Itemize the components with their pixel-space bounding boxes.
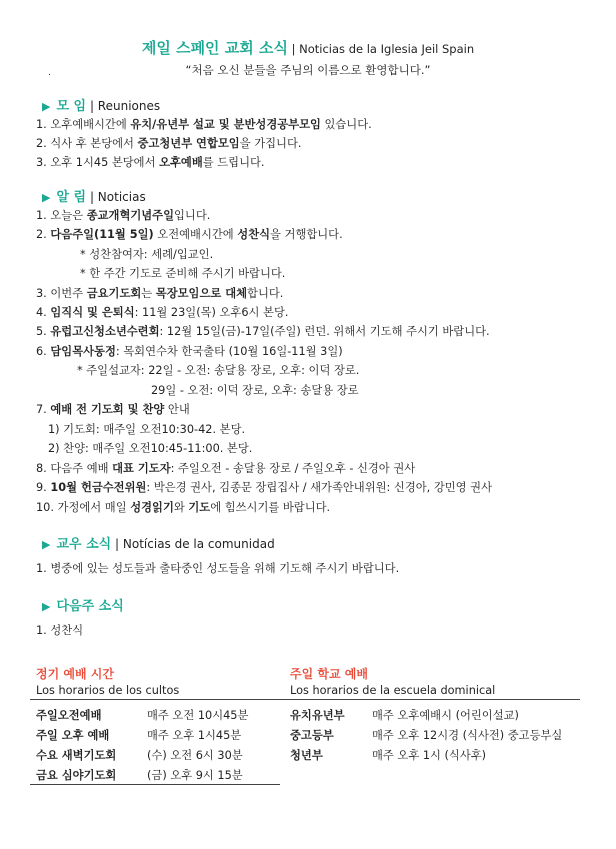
triangle-bullet-icon: ▶ xyxy=(42,191,51,204)
list-item: 3. 이번주 금요기도회는 목장모임으로 대체합니다. xyxy=(36,287,284,300)
list-item: 9. 10월 헌금수전위원: 박은경 권사, 김종문 장립집사 / 새가족안내위원: 신경아, 강민영 권사 xyxy=(36,481,492,494)
section-title-community: ▶ 교우 소식 | Notícias de la comunidad xyxy=(42,537,275,552)
list-item: 10. 가정에서 매일 성경읽기와 기도에 힘쓰시기를 바랍니다. xyxy=(36,501,331,514)
triangle-bullet-icon: ▶ xyxy=(42,100,51,113)
section-title-kr: 교우 소식 xyxy=(56,537,112,552)
list-subitem: 29일 - 오전: 이덕 장로, 오후: 송달용 장로 xyxy=(151,384,359,397)
worship-label: 주일오전예배 xyxy=(36,709,102,722)
list-item: 3. 오후 1시45 본당에서 오후예배를 드립니다. xyxy=(36,156,265,169)
section-title-kr: 알 림 xyxy=(56,190,87,205)
list-subitem: * 한 주간 기도로 준비해 주시기 바랍니다. xyxy=(80,267,286,280)
section-title-es: Reuniones xyxy=(97,99,161,113)
list-item: 1. 오늘은 종교개혁기념주일입니다. xyxy=(36,209,211,222)
worship-schedule-subtitle: Los horarios de los cultos xyxy=(36,684,180,697)
worship-label: 주일 오후 예배 xyxy=(36,729,110,742)
schedule-divider xyxy=(30,699,580,700)
section-title-meetings: ▶ 모 임 | Reuniones xyxy=(42,99,161,114)
schedule-bottom-rule xyxy=(30,784,280,785)
title-separator: | xyxy=(287,42,300,56)
section-title-kr: 다음주 소식 xyxy=(56,599,124,614)
list-item: 5. 유럽고신청소년수련회: 12월 15일(금)-17일(주일) 런던. 위해서 기도해 주시기 바랍니다. xyxy=(36,325,490,338)
triangle-bullet-icon: ▶ xyxy=(42,538,51,551)
worship-time: 매주 오후 1시45분 xyxy=(147,729,242,742)
sunday-school-time: 매주 오후예배시 (어린이설교) xyxy=(372,709,519,722)
worship-time: (금) 오후 9시 15분 xyxy=(147,769,243,782)
title-korean: 제일 스페인 교회 소식 xyxy=(141,39,288,57)
worship-time: 매주 오전 10시45분 xyxy=(147,709,249,722)
sunday-school-label: 유치유년부 xyxy=(290,709,345,722)
sunday-school-label: 중고등부 xyxy=(290,729,334,742)
worship-schedule-title: 정기 예배 시간 xyxy=(36,667,114,681)
page-header xyxy=(0,37,616,58)
list-item: 2. 식사 후 본당에서 중고청년부 연합모임을 가집니다. xyxy=(36,137,302,150)
sunday-school-label: 청년부 xyxy=(290,749,323,762)
worship-label: 금요 심야기도회 xyxy=(36,769,117,782)
sunday-school-time: 매주 오후 12시경 (식사전) 중고등부실 xyxy=(372,729,563,742)
list-item: 2. 다음주일(11월 5일) 오전예배시간에 성찬식을 거행합니다. xyxy=(36,228,343,241)
section-title-es: Notícias de la comunidad xyxy=(122,537,275,551)
list-subitem: * 주일설교자: 22일 - 오전: 송달용 장로, 오후: 이덕 장로. xyxy=(77,364,360,377)
stray-dot: . xyxy=(48,68,51,78)
section-title-kr: 모 임 xyxy=(56,99,87,114)
title-spanish: Noticias de la Iglesia Jeil Spain xyxy=(299,42,475,56)
list-item: 1. 병중에 있는 성도들과 출타중인 성도들을 위해 기도해 주시기 바랍니다. xyxy=(36,562,400,575)
section-title-es: Noticias xyxy=(97,190,146,204)
section-title-next-week xyxy=(42,595,124,614)
section-title-notices: ▶ 알 림 | Noticias xyxy=(42,190,146,205)
list-item: 1. 성찬식 xyxy=(36,624,84,637)
list-item: 6. 담임목사동정: 목회연수차 한국출타 (10월 16일-11월 3일) xyxy=(36,345,343,358)
sunday-school-time: 매주 오후 1시 (식사후) xyxy=(372,749,487,762)
list-subitem: * 성찬참여자: 세례/입교인. xyxy=(80,248,214,261)
list-subitem: 1) 기도회: 매주일 오전10:30-42. 본당. xyxy=(48,423,246,436)
sunday-school-subtitle: Los horarios de la escuela dominical xyxy=(290,684,496,697)
list-item: 4. 임직식 및 은퇴식: 11월 23일(목) 오후6시 본당. xyxy=(36,306,289,319)
list-item: 1. 오후예배시간에 유치/유년부 설교 및 분반성경공부모임 있습니다. xyxy=(36,118,372,131)
welcome-subtitle: “처음 오신 분들을 주님의 이름으로 환영합니다.” xyxy=(185,63,431,77)
triangle-bullet-icon: ▶ xyxy=(42,600,51,613)
worship-label: 수요 새벽기도회 xyxy=(36,749,117,762)
sunday-school-title: 주일 학교 예배 xyxy=(290,667,368,681)
list-item: 7. 예배 전 기도회 및 찬양 안내 xyxy=(36,403,190,416)
list-subitem: 2) 찬양: 매주일 오전10:45-11:00. 본당. xyxy=(48,442,253,455)
worship-time: (수) 오전 6시 30분 xyxy=(147,749,243,762)
list-item: 8. 다음주 예배 대표 기도자: 주일오전 - 송달용 장로 / 주일오후 - 신경아 권사 xyxy=(36,462,416,475)
